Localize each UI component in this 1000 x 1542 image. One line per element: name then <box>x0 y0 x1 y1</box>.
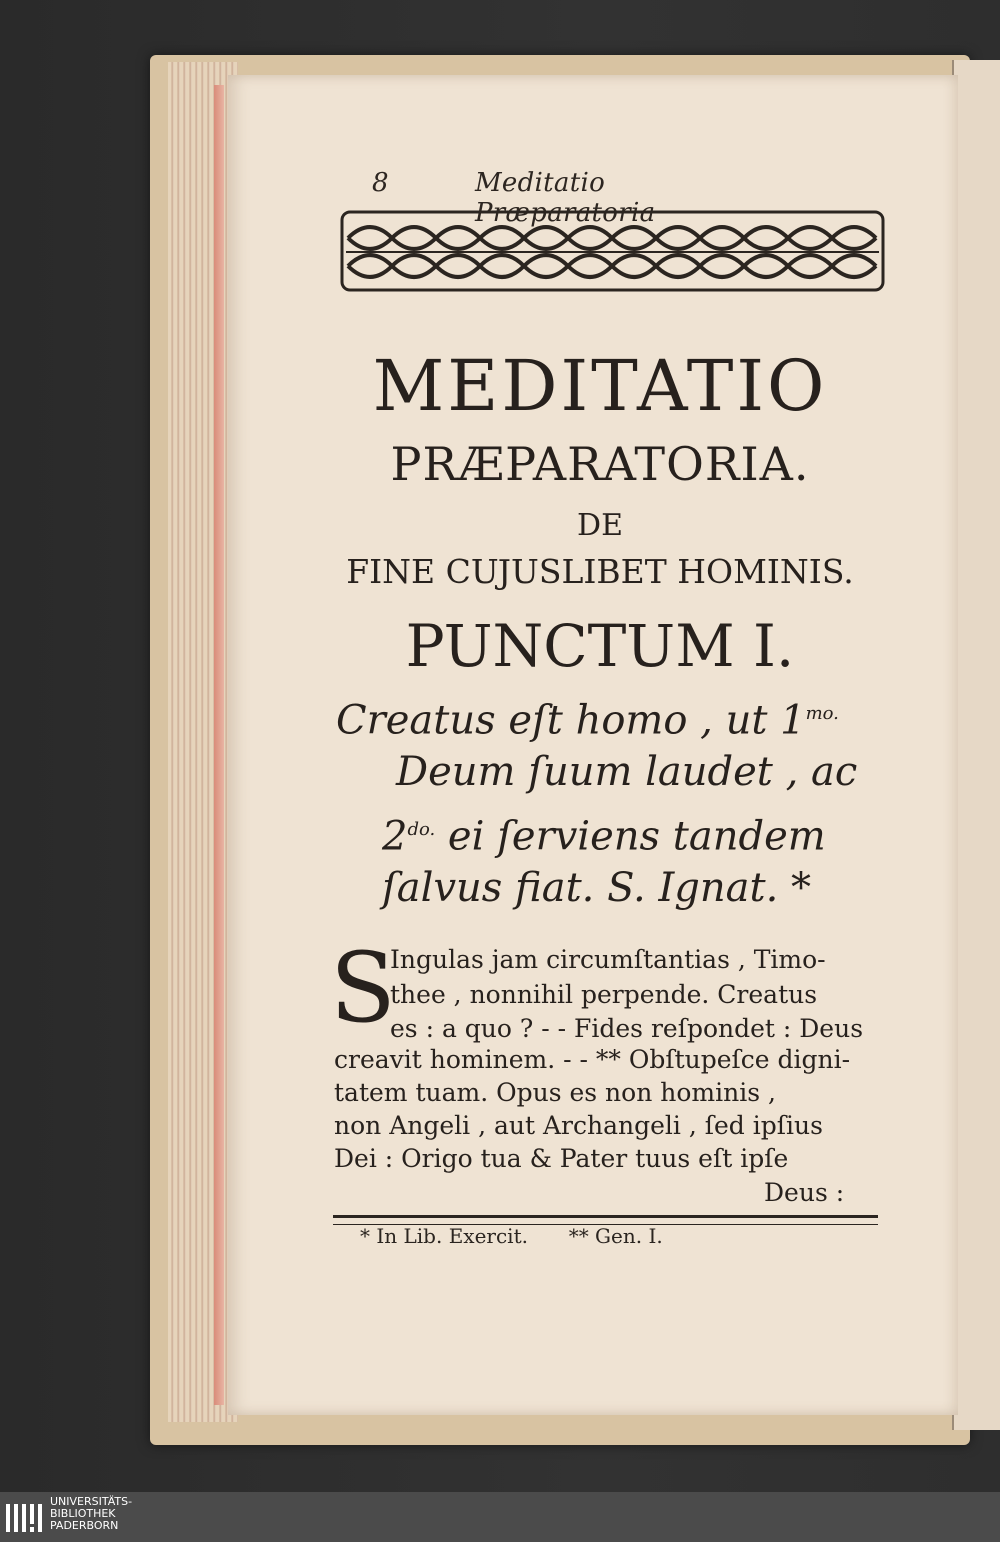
lead-line-1 <box>336 685 839 749</box>
lead-line-1-text: Creatus eſt homo , ut 1 <box>336 697 806 744</box>
title-de: DE <box>577 508 623 543</box>
lead-line-2: Deum ſuum laudet , ac <box>396 749 858 795</box>
lead-line-3 <box>382 801 826 865</box>
library-name <box>50 1496 132 1532</box>
footnote-2: ** Gen. I. <box>568 1224 663 1248</box>
body-line-1: Ingulas jam circumſtantias , Timo- <box>390 945 826 974</box>
ornamental-band <box>340 210 885 292</box>
title-fine-hominis: FINE CUJUSLIBET HOMINIS. <box>346 552 854 591</box>
running-head-title: Meditatio Præparatoria <box>475 168 656 228</box>
body-line-3: es : a quo ? - - Fides reſpondet : Deus <box>390 1014 864 1043</box>
title-meditatio: MEDITATIO <box>372 345 828 427</box>
body-line-5: tatem tuam. Opus es non hominis , <box>334 1078 776 1107</box>
body-line-7: Dei : Origo tua & Pater tuus eſt ipſe <box>334 1144 789 1173</box>
title-punctum: PUNCTUM I. <box>405 612 795 680</box>
body-line-2: thee , nonnihil perpende. Creatus <box>390 980 818 1009</box>
running-head <box>372 168 792 228</box>
body-line-6: non Angeli , aut Archangeli , ſed ipſius <box>334 1111 823 1140</box>
lead-line-3-text: ei ſerviens tandem <box>435 813 826 860</box>
facing-page-edge <box>952 60 1000 1430</box>
drop-cap: S <box>330 932 396 1044</box>
library-line-3: PADERBORN <box>50 1519 119 1532</box>
library-footer <box>0 1492 1000 1542</box>
body-line-4: creavit hominem. - - ** Obſtupeſce digni- <box>334 1045 851 1074</box>
lead-line-3-num: 2 <box>382 813 408 860</box>
lead-line-1-sup: mo. <box>805 703 839 724</box>
lead-line-3-sup: do. <box>407 819 436 840</box>
library-logo-icon <box>6 1500 46 1536</box>
library-line-1: UNIVERSITÄTS- <box>50 1495 133 1508</box>
red-page-edge <box>214 85 224 1405</box>
title-praeparatoria: PRÆPARATORIA. <box>390 437 810 491</box>
footnotes <box>360 1224 663 1248</box>
library-line-2: BIBLIOTHEK <box>50 1507 116 1520</box>
page-number: 8 <box>372 168 389 198</box>
footnote-1: * In Lib. Exercit. <box>360 1224 528 1248</box>
body-line-8: Deus : <box>764 1178 845 1207</box>
lead-line-4: ſalvus fiat. S. Ignat. * <box>382 865 812 911</box>
